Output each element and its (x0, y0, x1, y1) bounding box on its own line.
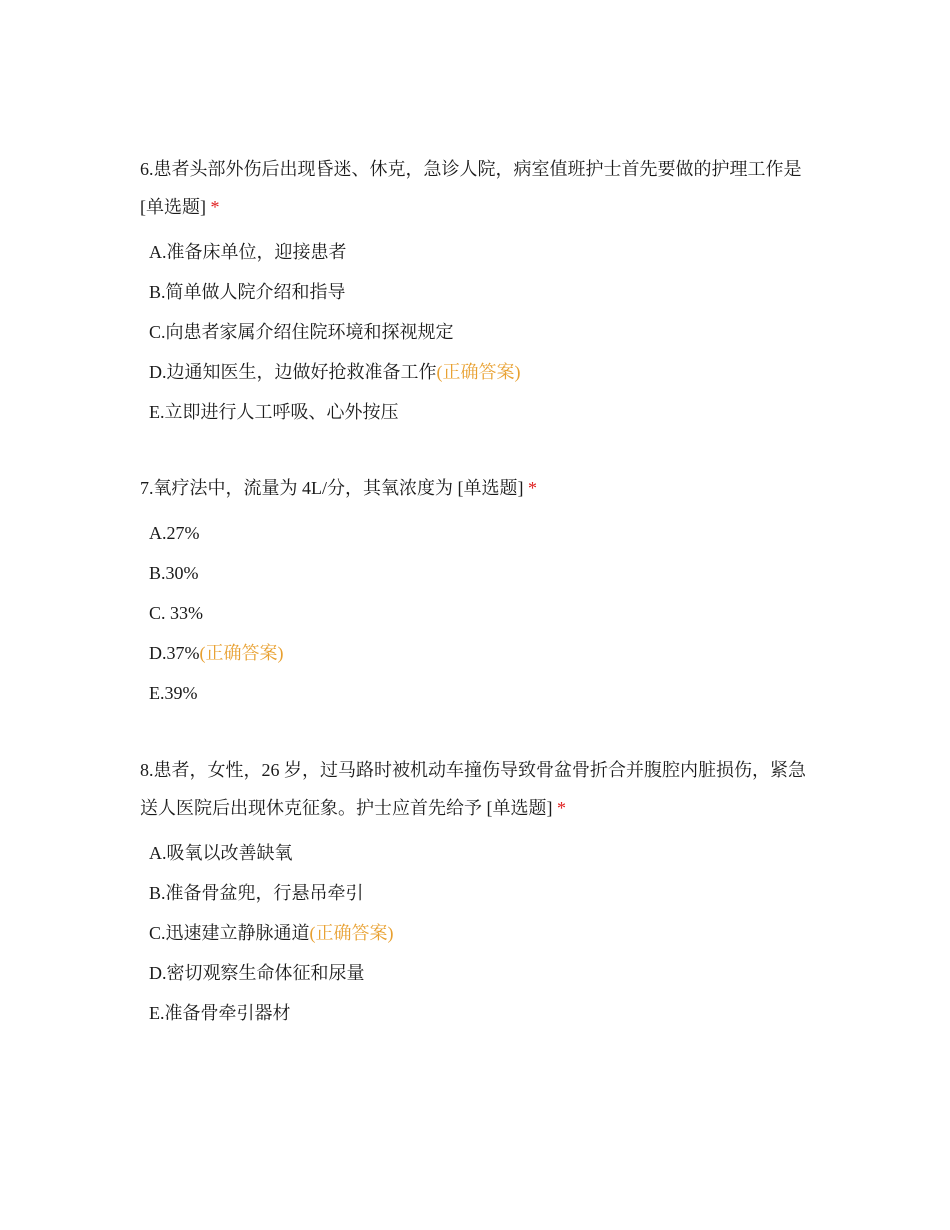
option-a[interactable] (140, 513, 820, 553)
option-b[interactable] (140, 873, 820, 913)
question-type-tag: [单选题] (486, 798, 553, 818)
option-text: A.吸氧以改善缺氧 (149, 843, 293, 863)
option-text: A.27% (149, 523, 200, 543)
option-a[interactable] (140, 833, 820, 873)
question-stem (140, 469, 820, 507)
question-6 (140, 150, 820, 432)
option-d[interactable] (140, 953, 820, 993)
option-c[interactable] (140, 593, 820, 633)
question-7 (140, 469, 820, 713)
correct-answer-tag: (正确答案) (199, 643, 284, 663)
question-stem (140, 751, 820, 827)
option-text: C. 33% (149, 603, 203, 623)
option-text: B.准备骨盆兜，行悬吊牵引 (149, 883, 364, 903)
option-text: E.准备骨牵引器材 (149, 1003, 291, 1023)
option-e[interactable] (140, 392, 820, 432)
option-a[interactable] (140, 232, 820, 272)
option-list (140, 833, 820, 1033)
option-text: E.立即进行人工呼吸、心外按压 (149, 402, 399, 422)
question-type-tag: [单选题] (457, 478, 524, 498)
question-text: 7.氧疗法中，流量为 4L/分，其氧浓度为 (140, 478, 453, 498)
question-type-tag: [单选题] (140, 197, 206, 217)
option-b[interactable] (140, 553, 820, 593)
required-mark: * (210, 197, 220, 217)
option-text: A.准备床单位，迎接患者 (149, 242, 347, 262)
option-list (140, 513, 820, 713)
correct-answer-tag: (正确答案) (436, 362, 521, 382)
option-text: E.39% (149, 683, 198, 703)
question-8 (140, 751, 820, 1033)
option-text: B.30% (149, 563, 199, 583)
option-text: D.密切观察生命体征和尿量 (149, 963, 365, 983)
option-text: C.迅速建立静脉通道 (149, 923, 310, 943)
option-text: D.边通知医生，边做好抢救准备工作 (149, 362, 437, 382)
option-c[interactable] (140, 913, 820, 953)
option-c[interactable] (140, 312, 820, 352)
option-d[interactable] (140, 352, 820, 392)
option-e[interactable] (140, 673, 820, 713)
option-e[interactable] (140, 993, 820, 1033)
required-mark: * (557, 798, 566, 818)
question-text: 8.患者，女性，26 岁，过马路时被机动车撞伤导致骨盆骨折合并腹腔内脏损伤，紧急送人医院后出现休克征象。护士应首先给予 (140, 760, 806, 818)
question-stem (140, 150, 820, 226)
question-text: 6.患者头部外伤后出现昏迷、休克，急诊人院，病室值班护士首先要做的护理工作是 (140, 159, 802, 179)
option-b[interactable] (140, 272, 820, 312)
option-d[interactable] (140, 633, 820, 673)
correct-answer-tag: (正确答案) (309, 923, 394, 943)
option-text: C.向患者家属介绍住院环境和探视规定 (149, 322, 454, 342)
required-mark: * (528, 478, 537, 498)
option-text: D.37% (149, 643, 200, 663)
option-text: B.简单做人院介绍和指导 (149, 282, 346, 302)
option-list (140, 232, 820, 432)
